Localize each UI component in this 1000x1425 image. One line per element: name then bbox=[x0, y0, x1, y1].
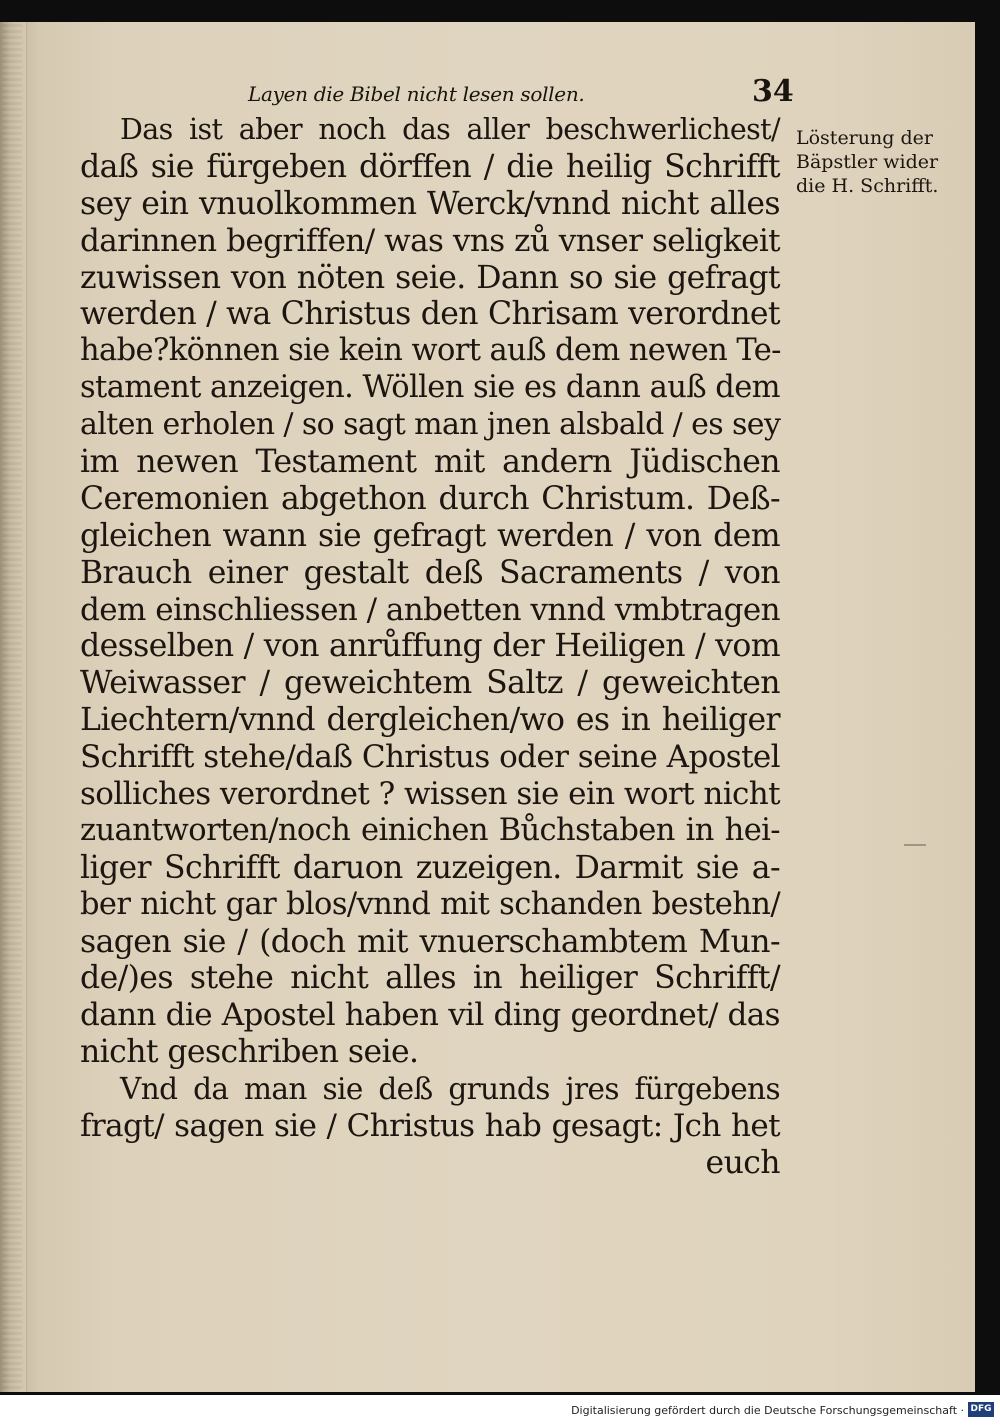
text-line: nicht geschriben seie. bbox=[80, 1034, 419, 1071]
text-line: liger Schrifft daruon zuzeigen. Darmit sie a- bbox=[80, 849, 780, 886]
text-line: im newen Testament mit andern Jüdischen bbox=[80, 444, 780, 481]
text-line: alten erholen / so sagt man jnen alsbald / es sey bbox=[80, 407, 781, 443]
text-line: ber nicht gar blos/vnnd mit schanden bestehn/ bbox=[80, 886, 780, 922]
text-line: Vnd da man sie deß grunds jres fürgebens bbox=[120, 1072, 780, 1107]
text-line: gleichen wann sie gefragt werden / von dem bbox=[80, 517, 780, 554]
text-line: desselben / von anrůffung der Heiligen / vom bbox=[80, 628, 780, 665]
body-text bbox=[80, 112, 780, 1182]
marginal-note bbox=[796, 126, 976, 198]
text-line: solliches verordnet ? wissen sie ein wort nicht bbox=[80, 776, 780, 813]
marginal-note-line: Bäpstler wider bbox=[796, 151, 939, 173]
ink-mark bbox=[904, 844, 926, 846]
text-line: de/)es stehe nicht alles in heiliger Schrifft/ bbox=[80, 960, 780, 997]
text-line: Ceremonien abgethon durch Christum. Deß- bbox=[80, 480, 780, 517]
footer-credit: Digitalisierung gefördert durch die Deutsche Forschungsgemeinschaft · bbox=[571, 1404, 964, 1417]
marginal-note-line: Lösterung der bbox=[796, 127, 933, 149]
marginal-note-line: die H. Schrifft. bbox=[796, 175, 939, 197]
text-line: fragt/ sagen sie / Christus hab gesagt: Jch het bbox=[80, 1108, 780, 1145]
text-line: Das ist aber noch das aller beschwerlichest/ bbox=[120, 113, 780, 146]
text-line: sagen sie / (doch mit vnuerschambtem Mun- bbox=[80, 923, 780, 960]
dfg-logo: DFG bbox=[968, 1402, 994, 1417]
text-line: zuantworten/noch einichen Bůchstaben in hei- bbox=[80, 812, 780, 848]
catchword: euch bbox=[705, 1144, 780, 1181]
text-line: habe?können sie kein wort auß dem newen Te- bbox=[80, 333, 781, 369]
text-line: darinnen begriffen/ was vns zů vnser seligkeit bbox=[80, 222, 780, 259]
text-line: Weiwasser / geweichtem Saltz / geweichten bbox=[80, 665, 780, 702]
text-line: dann die Apostel haben vil ding geordnet/ das bbox=[80, 997, 780, 1034]
text-line: werden / wa Christus den Chrisam verordnet bbox=[80, 296, 780, 333]
running-head: Layen die Bibel nicht lesen sollen. bbox=[248, 82, 585, 106]
text-line: dem einschliessen / anbetten vnnd vmbtragen bbox=[80, 591, 780, 628]
spine-curl bbox=[2, 22, 22, 1392]
text-line: daß sie fürgeben dörffen / die heilig Schrifft bbox=[80, 148, 780, 185]
page-number: 34 bbox=[752, 74, 794, 109]
footer-bar bbox=[0, 1395, 1000, 1425]
text-line: zuwissen von nöten seie. Dann so sie gefragt bbox=[80, 259, 780, 296]
text-line: Liechtern/vnnd dergleichen/wo es in heiliger bbox=[80, 702, 780, 739]
text-line: stament anzeigen. Wöllen sie es dann auß dem bbox=[80, 370, 780, 406]
text-line: Schrifft stehe/daß Christus oder seine Apostel bbox=[80, 739, 780, 776]
text-line: sey ein vnuolkommen Werck/vnnd nicht alles bbox=[80, 185, 780, 222]
text-line: Brauch einer gestalt deß Sacraments / von bbox=[80, 554, 780, 591]
